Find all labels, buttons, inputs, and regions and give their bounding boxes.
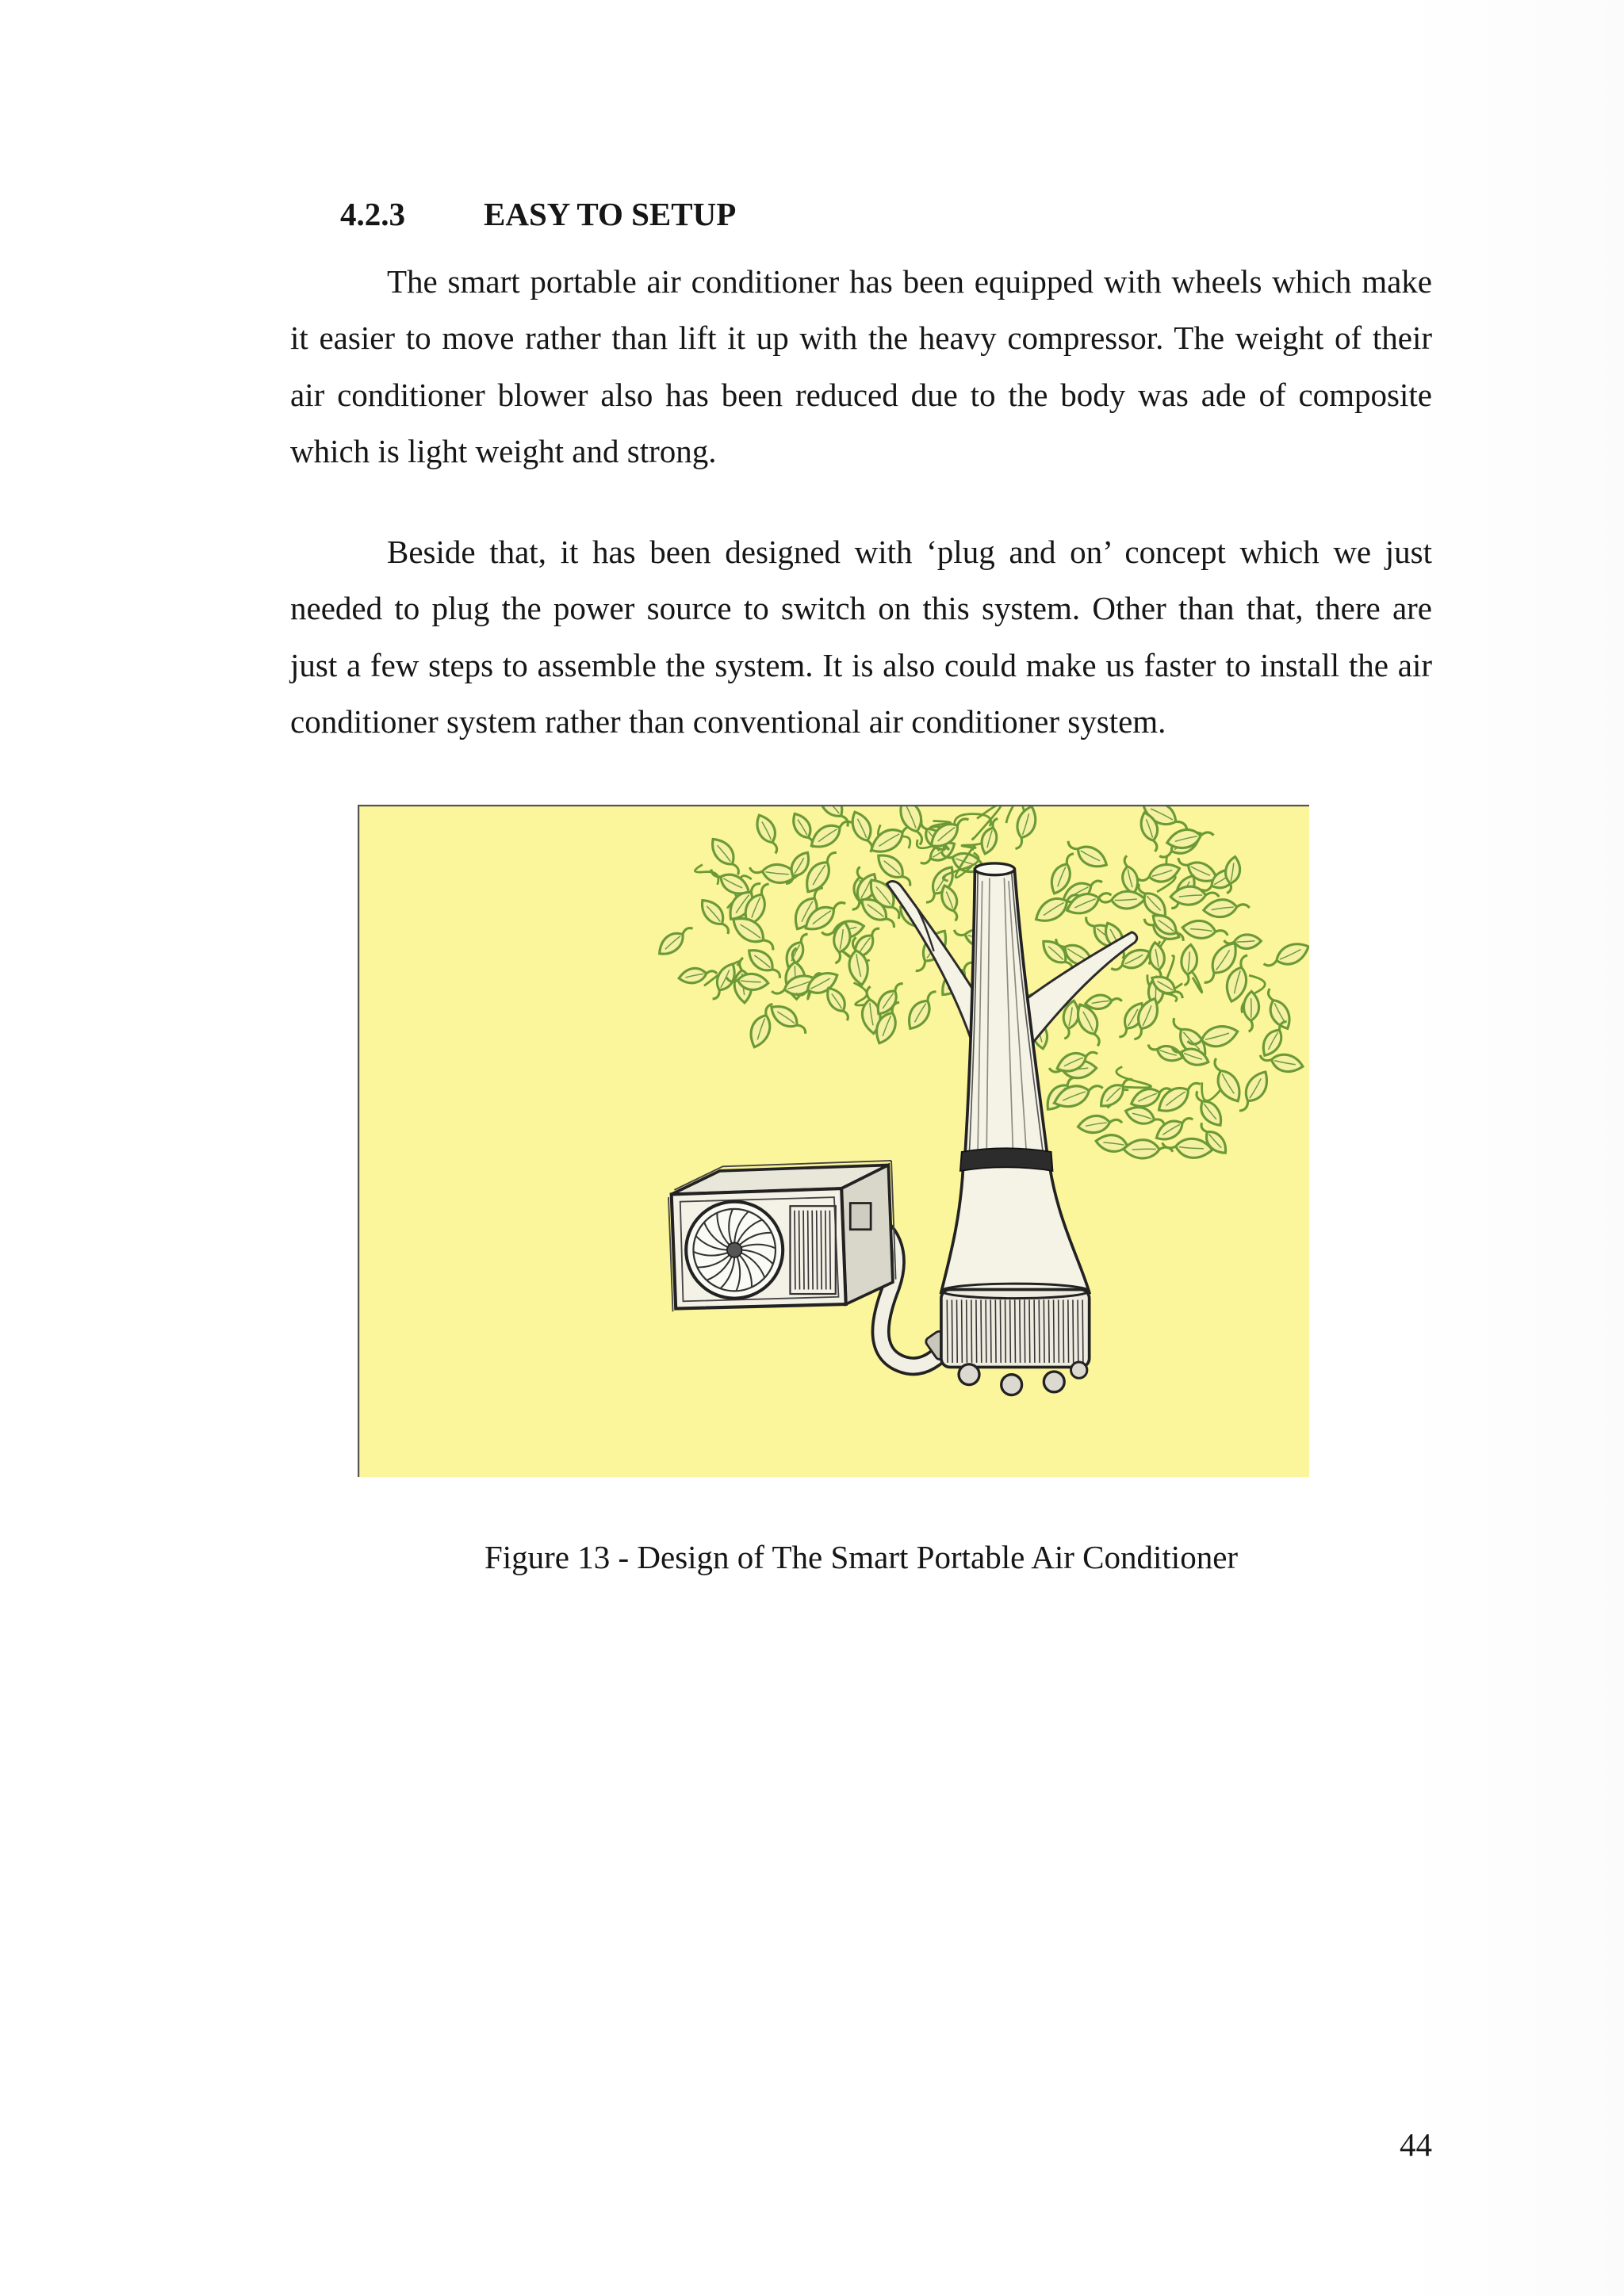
vent-line xyxy=(1029,1299,1030,1362)
text-line: conditioner system rather than conventional air conditioner system. xyxy=(290,702,1166,740)
vent-line xyxy=(1000,1299,1001,1362)
vent-line xyxy=(1010,1299,1011,1362)
grille-fin xyxy=(817,1211,818,1290)
vent-line xyxy=(947,1299,948,1362)
vent-line xyxy=(1048,1299,1049,1362)
wheel xyxy=(1071,1362,1087,1378)
figure-background xyxy=(358,805,1309,1477)
vent-line xyxy=(1073,1299,1074,1362)
tower-top-cap xyxy=(975,863,1014,875)
vent-line xyxy=(995,1299,996,1362)
vent-line xyxy=(1015,1299,1016,1362)
page-number: 44 xyxy=(1400,2126,1432,2163)
fan xyxy=(686,1202,783,1299)
unit-connector xyxy=(850,1203,871,1230)
text-line: The smart portable air conditioner has been equipped with wheels which make xyxy=(387,263,1432,300)
grille-fin xyxy=(829,1211,830,1290)
vent-line xyxy=(957,1299,958,1362)
vent-line xyxy=(976,1299,977,1362)
paragraph-2 xyxy=(290,524,1432,750)
vent-line xyxy=(981,1299,982,1362)
text-line: it easier to move rather than lift it up with the heavy compressor. The weight of their xyxy=(290,320,1432,357)
vent-line xyxy=(1054,1299,1055,1362)
grille-fin xyxy=(799,1211,800,1290)
vent-line xyxy=(1020,1299,1021,1362)
text-line: just a few steps to assemble the system. It is also could make us faster to install the air xyxy=(290,646,1432,683)
outdoor-unit xyxy=(668,1161,896,1311)
section-title: EASY TO SETUP xyxy=(484,196,737,232)
section-number: 4.2.3 xyxy=(340,196,405,232)
text-line: Beside that, it has been designed with ‘plug and on’ concept which we just xyxy=(387,534,1432,570)
vent-line xyxy=(1068,1299,1069,1362)
figure-caption: Figure 13 - Design of The Smart Portable Air Conditioner xyxy=(484,1539,1239,1575)
unit-side xyxy=(841,1165,893,1304)
vent-line xyxy=(1082,1299,1083,1362)
text-line: needed to plug the power source to switch on this system. Other than that, there are xyxy=(290,590,1432,627)
vent-line xyxy=(971,1299,972,1362)
vent-line xyxy=(1063,1299,1064,1362)
vent-line xyxy=(1034,1299,1035,1362)
grille-fin xyxy=(808,1211,809,1290)
wheel xyxy=(1044,1372,1064,1392)
tower-collar xyxy=(960,1148,1052,1171)
vent-line xyxy=(1005,1299,1006,1362)
wheel xyxy=(959,1364,979,1385)
text-line: which is light weight and strong. xyxy=(290,432,717,469)
grille-fin xyxy=(821,1211,822,1290)
figure xyxy=(358,805,1309,1477)
grille-fin xyxy=(825,1211,826,1290)
grille-fin xyxy=(803,1211,804,1290)
wheel xyxy=(1002,1375,1022,1395)
figure-illustration xyxy=(358,805,1309,1477)
paragraph-1 xyxy=(290,254,1432,480)
vent-line xyxy=(990,1299,991,1362)
fan-hub xyxy=(727,1242,741,1257)
grille-fin xyxy=(812,1211,813,1290)
vent-line xyxy=(1039,1299,1040,1362)
text-line: air conditioner blower also has been reduced due to the body was ade of composite xyxy=(290,376,1432,413)
vent-line xyxy=(962,1299,963,1362)
